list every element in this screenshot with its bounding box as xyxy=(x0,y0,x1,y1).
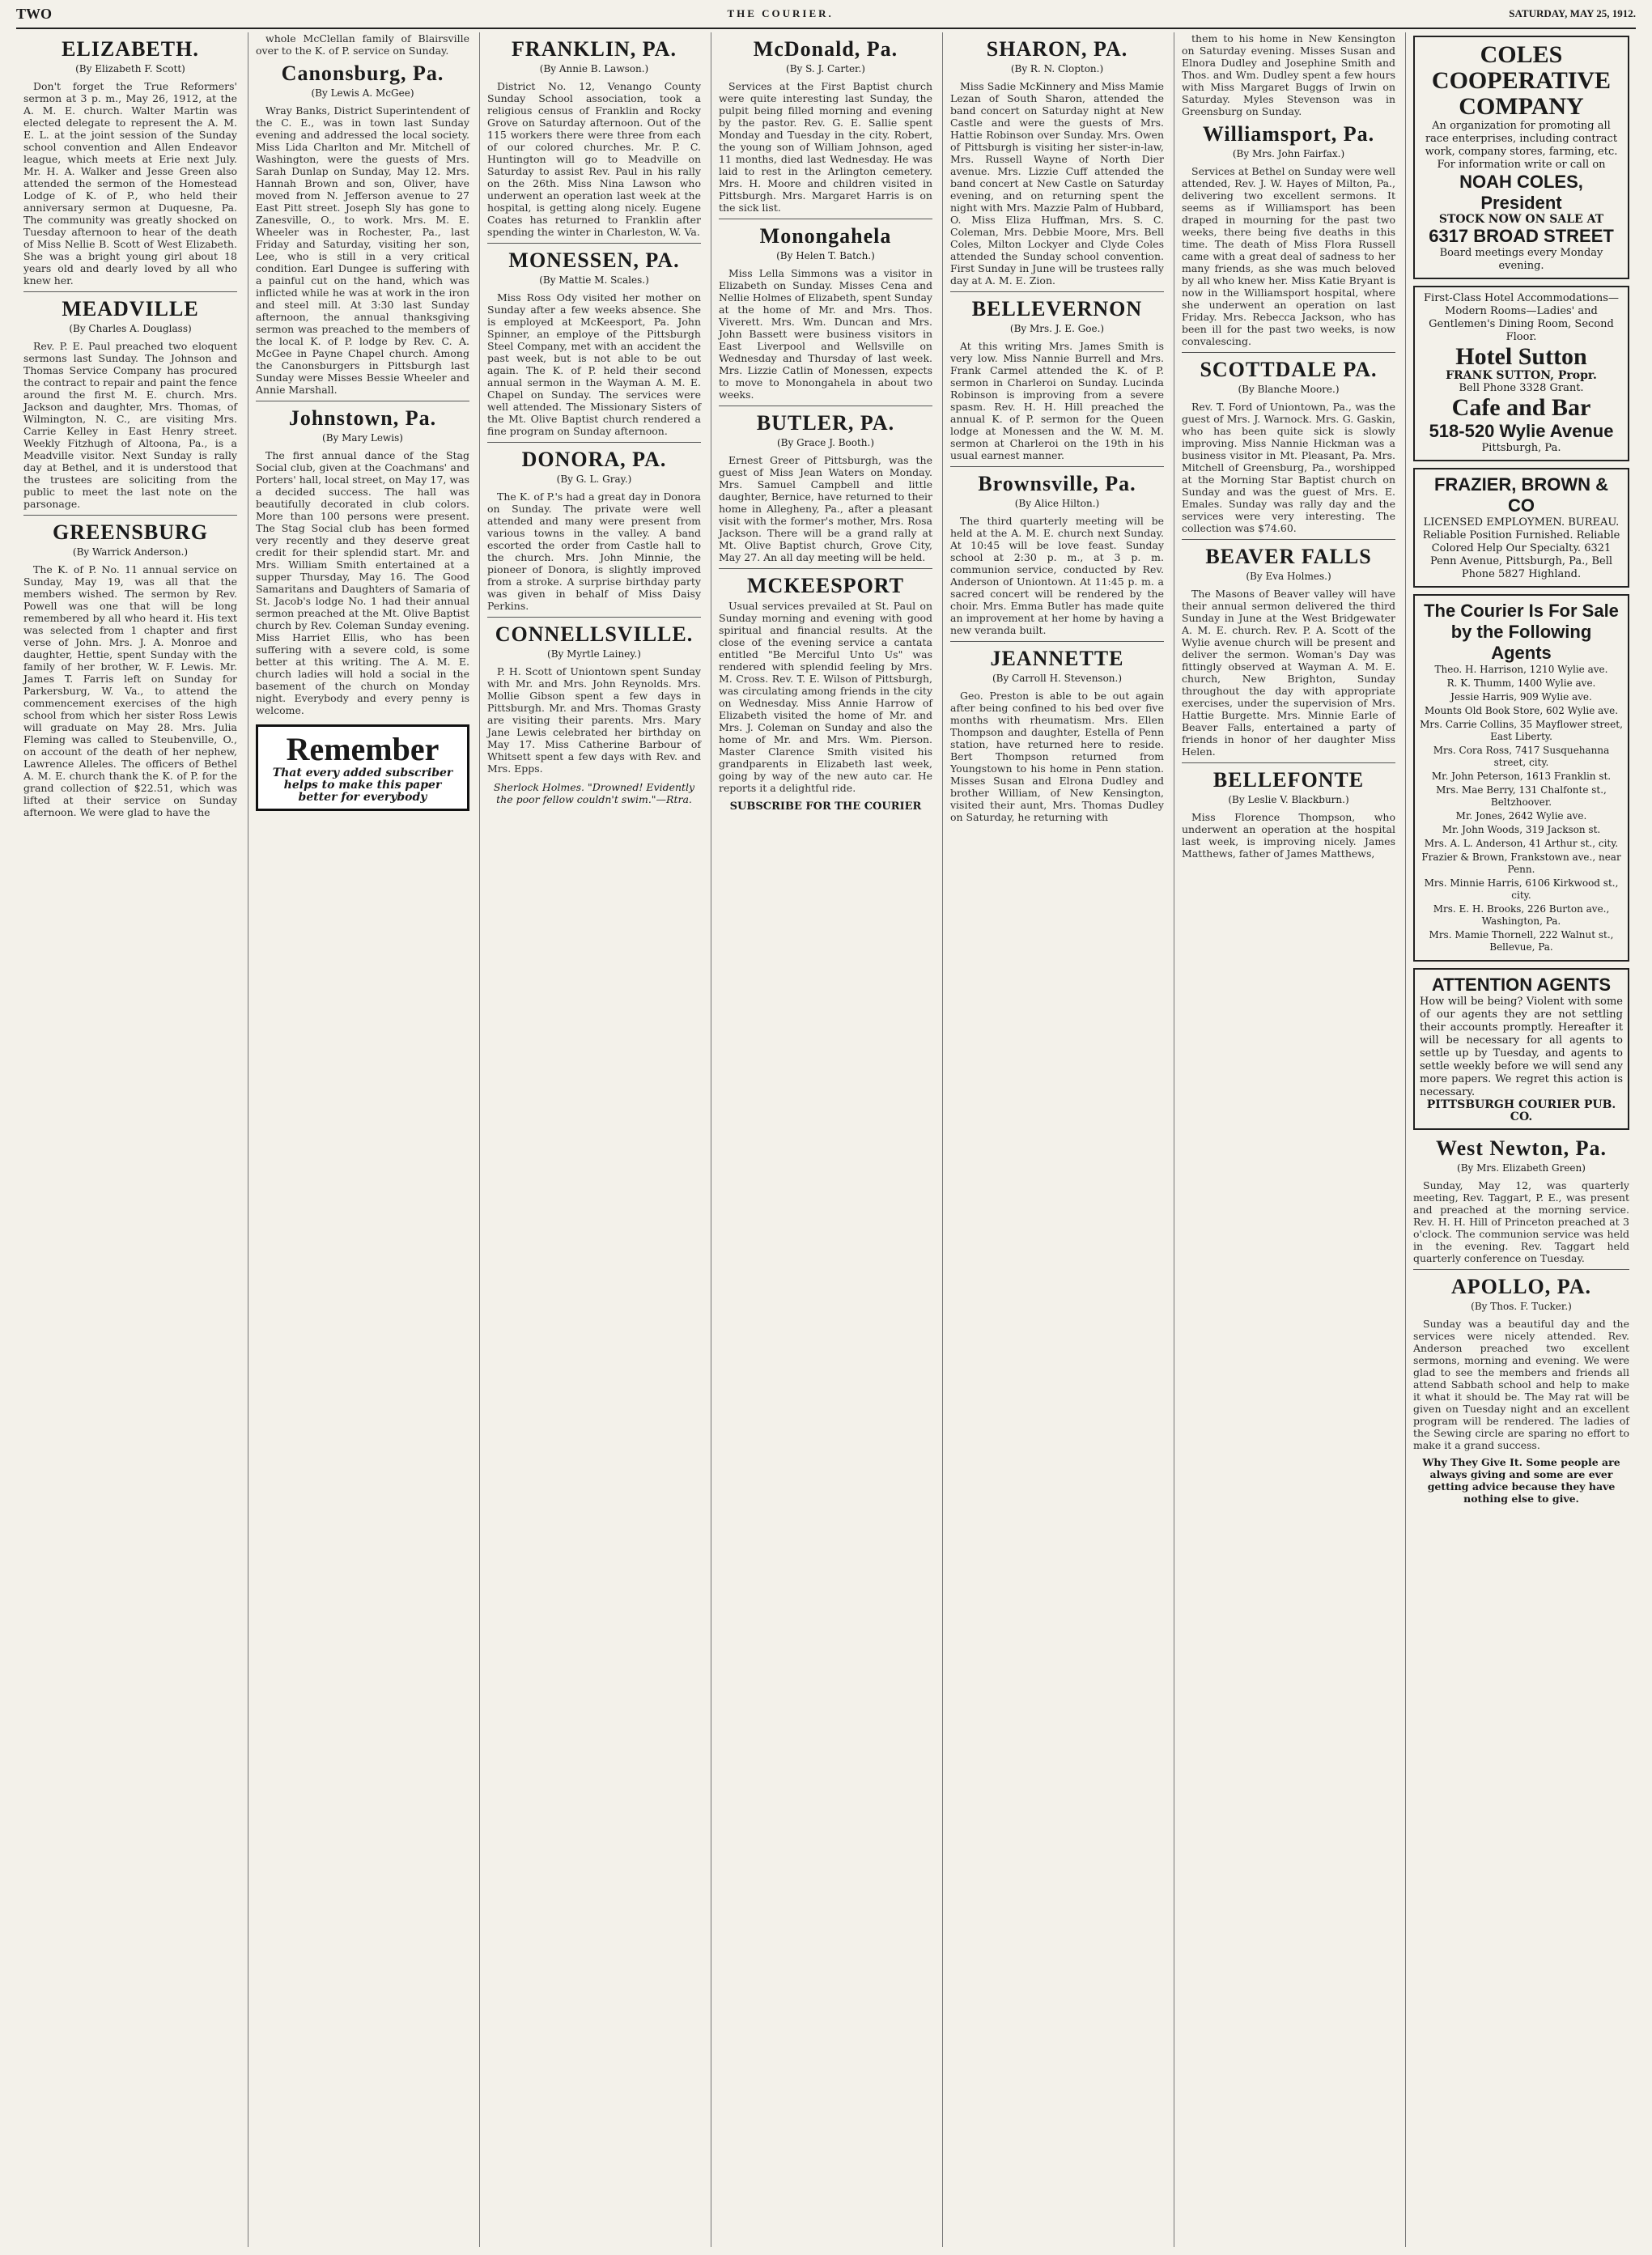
byline: (By Thos. F. Tucker.) xyxy=(1471,1301,1572,1312)
divider xyxy=(487,243,701,244)
column-5 xyxy=(942,32,1171,2247)
column-6 xyxy=(1174,32,1403,2247)
ad-address: 518-520 Wylie Avenue xyxy=(1429,421,1614,441)
byline: (By Blanche Moore.) xyxy=(1238,384,1340,395)
ad-subtitle: Cafe and Bar xyxy=(1451,394,1591,421)
byline: (By Leslie V. Blackburn.) xyxy=(1228,794,1349,805)
agent-item: Mrs. E. H. Brooks, 226 Burton ave., Washington, Pa. xyxy=(1433,903,1610,927)
section-title: BELLEFONTE xyxy=(1212,768,1365,792)
ad-text: How will be being? Violent with some of our agents they are not settling their accounts promptly. Hereafter it will be necessary for all agents to settle up by Tuesday, and agents to settle weekly before we will send any more papers. We regret this action is necessary. xyxy=(1420,996,1623,1098)
byline: (By G. L. Gray.) xyxy=(556,474,632,485)
article-text: Wray Banks, District Superintendent of the C. E., was in town last Sunday evening and addressed the local society. Miss Lida Charlton and Mr. Mitchell of Washington, were the guests of Mrs. Sarah Dunlap on Sunday, May 12. Mrs. Hannah Brown and son, Oliver, have moved from N. Jefferson avenue to 27 East Pitt street. Joseph Sly has gone to Zanesville, O., to work. Mrs. M. E. Wheeler was in Rochester, Pa., last Friday and Saturday, visiting her son, Lee, who is still in a very critical condition. Earl Dungee is suffering with a painful cut on the hand, which was inflicted while he was at work in the iron and steel mill. At 3:30 last Sunday afternoon, the annual thanksgiving sermon was preached to the members of the local K. of P. lodge by Rev. C. A. McGee in Payne Chapel church. Among the Canonsburgers in Pittsburgh last Sunday were Misses Bessie Wheeler and Annie Marshall. xyxy=(256,104,469,396)
article-text: Rev. P. E. Paul preached two eloquent sermons last Sunday. The Johnson and Thomas Service Company has procured the contract to repair and paint the fence around the first M. E. church. Mrs. Jackson and daughter, Mrs. Thomas, of Wilmington, N. C., are visiting Mrs. Carrie Kelley in East Henry street. Weekly Fitzhugh of Altoona, Pa., is a Meadville visitor. Next Sunday is rally day at Bethel, and it is understood that the trustees are soliciting from the public to meet the last note on the parsonage. xyxy=(23,340,237,510)
divider xyxy=(950,641,1164,642)
divider xyxy=(719,568,932,569)
byline: (By Eva Holmes.) xyxy=(1246,571,1331,582)
section-title: Brownsville, Pa. xyxy=(978,472,1136,495)
section-title: BELLEVERNON xyxy=(971,297,1143,321)
section-title: Johnstown, Pa. xyxy=(288,406,437,430)
divider xyxy=(950,291,1164,292)
column-3 xyxy=(479,32,708,2247)
column-2 xyxy=(248,32,477,2247)
agent-item: Jessie Harris, 909 Wylie ave. xyxy=(1450,691,1592,703)
ad-text: LICENSED EMPLOYMEN. BUREAU. Reliable Position Furnished. Reliable Colored Help Our Specialty. 6321 Penn Avenue, Pittsburgh, Pa., Bell Phone 5827 Highland. xyxy=(1422,516,1620,580)
article-text: Usual services prevailed at St. Paul on Sunday morning and evening with good spiritual and financial results. At the close of the evening service a cantata entitled "Be Merciful Unto Us" was rendered with splendid feeling by Mrs. M. Cross. Rev. T. E. Wilson of Pittsburgh, was circulating among friends in the city on Wednesday. Miss Annie Harrow of Elizabeth visited the home of Mr. and Mrs. J. Coleman on Sunday and also the home of Mr. and Mrs. Wm. Pierson. Master Clarence Smith visited his grandparents in Elizabeth last week, going by way of the new auto car. He reports it a delightful ride. xyxy=(719,600,932,794)
byline: (By Mattie M. Scales.) xyxy=(539,274,649,286)
remember-ad xyxy=(256,724,469,811)
hotel-sutton-ad xyxy=(1413,286,1629,461)
article-text: Geo. Preston is able to be out again after being confined to his bed over five months with rheumatism. Mrs. Ellen Thompson and daughter, Estella of Penn station, have returned here to reside. Bert Thompson returned from Youngstown to his home in Penn station. Misses Susan and Elrona Dudley and brother William, of New Kensington, visited their aunt, Mrs. Thomas Dudley on Saturday, he returning with xyxy=(950,690,1164,823)
byline: (By Mrs. John Fairfax.) xyxy=(1232,148,1345,159)
article-text: Ernest Greer of Pittsburgh, was the guest of Miss Jean Waters on Monday. Mrs. Samuel Campbell and little daughter, Bernice, have returned to their home in Allegheny, Pa., after a pleasant visit with the former's mother, Mrs. Rosa Jackson. There will be a grand rally at Mt. Olive Baptist church, Grove City, May 27. An all day meeting will be held. xyxy=(719,454,932,563)
article-text: whole McClellan family of Blairsville over to the K. of P. service on Sunday. xyxy=(256,32,469,57)
attention-agents-ad xyxy=(1413,968,1629,1130)
section-title: McDonald, Pa. xyxy=(753,37,898,61)
masthead xyxy=(16,0,1636,29)
column-1 xyxy=(16,32,244,2247)
agent-item: Theo. H. Harrison, 1210 Wylie ave. xyxy=(1434,664,1608,675)
coles-cooperative-ad xyxy=(1413,36,1629,279)
paper-name: THE COURIER. xyxy=(727,7,834,19)
agent-item: Frazier & Brown, Frankstown ave., near Penn. xyxy=(1421,851,1621,875)
section-title: MONESSEN, PA. xyxy=(508,248,680,272)
byline: (By Mrs. Elizabeth Green) xyxy=(1457,1162,1586,1174)
section-title: JEANNETTE xyxy=(990,647,1124,670)
section-title: MCKEESPORT xyxy=(747,574,904,597)
byline: (By Lewis A. McGee) xyxy=(311,87,414,99)
agent-item: Mr. John Peterson, 1613 Franklin st. xyxy=(1431,771,1612,782)
article-text: The K. of P.'s had a great day in Donora on Sunday. The private were well attended and many were present from various towns in the valley. A band escorted the order from Castle hall to the church. Mrs. John Minnie, the pioneer of Donora, is slightly improved from a stroke. A surprise birthday party was given in behalf of Miss Daisy Perkins. xyxy=(487,490,701,612)
ad-title: FRAZIER, BROWN & CO xyxy=(1433,474,1609,516)
ad-phone: Bell Phone 3328 Grant. xyxy=(1459,382,1584,394)
section-title: DONORA, PA. xyxy=(521,448,667,471)
divider xyxy=(950,466,1164,467)
byline: (By Myrtle Lainey.) xyxy=(547,648,641,660)
columns xyxy=(16,32,1636,2247)
section-title: BUTLER, PA. xyxy=(756,411,895,435)
byline: (By Elizabeth F. Scott) xyxy=(75,63,185,74)
agent-item: Mr. John Woods, 319 Jackson st. xyxy=(1442,824,1601,835)
filler-joke: Sherlock Holmes. "Drowned! Evidently the poor fellow couldn't swim."—Rtra. xyxy=(493,781,695,805)
divider xyxy=(487,617,701,618)
byline: (By S. J. Carter.) xyxy=(786,63,865,74)
divider xyxy=(1182,539,1395,540)
byline: (By Warrick Anderson.) xyxy=(72,546,189,558)
article-text: them to his home in New Kensington on Saturday evening. Misses Susan and Elnora Dudley and Josephine Smith and Thos. and Wm. Dudley spent a few hours with Miss Margaret Buggs of Irwin on Saturday. Myles Stevenson was in Greensburg on Sunday. xyxy=(1182,32,1395,117)
ad-signature: PITTSBURGH COURIER PUB. CO. xyxy=(1426,1098,1616,1123)
section-title: BEAVER FALLS xyxy=(1205,545,1372,568)
filler-quote: Why They Give It. Some people are always giving and some are ever getting advice because they have nothing else to give. xyxy=(1422,1456,1620,1505)
section-title: Canonsburg, Pa. xyxy=(281,62,444,85)
ad-meetings: Board meetings every Monday evening. xyxy=(1439,247,1603,272)
byline: (By Annie B. Lawson.) xyxy=(539,63,649,74)
article-text: Miss Sadie McKinnery and Miss Mamie Lezan of South Sharon, attended the band concert on Saturday night at New Castle and were the guests of Mrs. Hattie Robinson over Sunday. Mrs. Owen of Pittsburgh is visiting her sister-in-law, Mrs. Russell Wayne of North Dier avenue. Mrs. Lizzie Cuff attended the band concert at New Castle on Saturday evening, and on returning spent the night with Mrs. Mazzie Palm of Hubbard, O. Miss Eliza Huffman, Mrs. S. C. Coleman, Mrs. Debbie Moore, Mrs. Bell Coles, Milton Lockyer and Clyde Coles attended the Sunday school convention. First Sunday in June will be trustees rally day at A. M. E. Zion. xyxy=(950,80,1164,287)
byline: (By Grace J. Booth.) xyxy=(776,437,875,448)
article-text: The third quarterly meeting will be held at the A. M. E. church next Sunday. At 10:45 will be love feast. Sunday school at 2:30 p. m., at 3 p. m. communion service, conducted by Rev. Anderson of Uniontown. At 11:45 p. m. a sacred concert will be rendered by the choir. Mrs. Emma Butler has made quite an improvement at her home by having a new veranda built. xyxy=(950,515,1164,636)
article-text: District No. 12, Venango County Sunday School association, took a religious census of Franklin and Rocky Grove on Saturday afternoon. Out of the 115 workers there were three from each of our colored churches. Mr. P. C. Huntington will go to Meadville on Saturday to assist Rev. Paul in his rally on the 26th. Miss Nina Lawson who underwent an operation last week at the hospital, is getting along nicely. Eugene Coates has returned to Franklin after spending the winter in Charleston, W. Va. xyxy=(487,80,701,238)
article-text: Miss Lella Simmons was a visitor in Elizabeth on Sunday. Misses Cena and Nellie Holmes of Elizabeth, spent Sunday at the home of Mr. and Mrs. Thos. Viverett. Mrs. Wm. Duncan and Mrs. John Bassett were business visitors in East Liverpool and Wellsville on Wednesday and Thursday of last week. Mrs. Lizzie Catlin of Monessen, expects to move to Monongahela in about two weeks. xyxy=(719,267,932,401)
page-number: TWO xyxy=(16,5,53,22)
article-text: The Masons of Beaver valley will have their annual sermon delivered the third Sunday in June at the West Bridgewater A. M. E. church. Rev. P. A. Scott of the Wylie avenue church will be present and deliver the sermon. Woman's Day was fittingly observed at Wayman A. M. E. church, New Brighton, Sunday throughout the day with appropriate exercises, under the supervision of Mrs. Hattie Burgette. Mrs. Minnie Earle of Beaver Falls, entertained a party of friends in honor of her daughter Miss Helen. xyxy=(1182,588,1395,758)
article-text: Miss Florence Thompson, who underwent an operation at the hospital last week, is improving nicely. James Matthews, father of James Matthews, xyxy=(1182,811,1395,860)
article-text: The first annual dance of the Stag Social club, given at the Coachmans' and Porters' hall, local street, on May 17, was a decided success. The hall was beautifully decorated in club colors. More than 100 persons were present. The Stag Social club has been formed very recently and they deserve great credit for their splendid start. Mr. and Mrs. William Smith entertained at a supper Thursday, May 16. The Good Samaritans and Daughters of Samaria of St. Jacob's lodge No. 1 had their annual sermon preached at the Mt. Olive Baptist church by Rev. Coleman Sunday evening. Miss Harriet Ellis, who has been suffering with a severe cold, is some better at this writing. The A. M. E. church ladies will hold a social in the basement of the church on Monday night. Everybody and every penny is welcome. xyxy=(256,449,469,716)
agent-item: Mr. Jones, 2642 Wylie ave. xyxy=(1455,810,1587,822)
agent-item: Mrs. Mamie Thornell, 222 Walnut st., Bellevue, Pa. xyxy=(1429,929,1614,953)
section-title: ELIZABETH. xyxy=(62,37,199,61)
section-title: SHARON, PA. xyxy=(986,37,1128,61)
article-text: Sunday was a beautiful day and the services were nicely attended. Rev. Anderson preached two excellent sermons, morning and evening. We were glad to see the members and friends all attend Sabbath school and help to make it what it should be. The May rat will be given on Tuesday night and an excellent program will be rendered. The ladies of the Sewing circle are sparing no effort to make it a grand success. xyxy=(1413,1318,1629,1451)
section-title: MEADVILLE xyxy=(62,297,199,321)
byline: (By Charles A. Douglass) xyxy=(69,323,192,334)
article-text: Services at the First Baptist church were quite interesting last Sunday, the pulpit being filled morning and evening by the pastor. Rev. G. E. Sallie spent Monday and Tuesday in the city. Robert, the young son of William Johnson, aged 11 months, died last Wednesday. He was laid to rest in the Arlington cemetery. Mrs. H. Moore and children visited in Pittsburgh. Mrs. Margaret Harris is on the sick list. xyxy=(719,80,932,214)
agent-item: Mrs. Carrie Collins, 35 Mayflower street, East Liberty. xyxy=(1420,719,1623,742)
divider xyxy=(23,291,237,292)
ad-city: Pittsburgh, Pa. xyxy=(1481,442,1561,454)
article-text: The K. of P. No. 11 annual service on Sunday, May 19, was all that the members wished. The sermon by Rev. Powell was one that will be long remembered by all who heard it. His text was selected from 1 chapter and first verse of John. Mrs. J. A. Monroe and daughter, Hettie, spent Sunday with the family of her brother, W. F. Lewis. Mr. James T. Farris left on Sunday for Parkersburg, W. Va., to attend the commencement exercises of the high school from which her sister Ross Lewis will graduate on May 28. Mrs. Julia Fleming was called to Steubenville, O., on account of the death of her nephew, Lawrence Alleles. The officers of Bethel A. M. E. church thank the K. of P. for the grand collection of $22.51, which was lifted at their service on Sunday afternoon. We were glad to have the xyxy=(23,563,237,818)
section-title: Williamsport, Pa. xyxy=(1202,122,1375,146)
divider xyxy=(487,442,701,443)
section-title: Monongahela xyxy=(759,224,892,248)
byline: (By Mary Lewis) xyxy=(322,432,403,444)
byline: (By Mrs. J. E. Goe.) xyxy=(1009,323,1105,334)
article-text: Miss Ross Ody visited her mother on Sunday after a few weeks absence. She is employed at McKeesport, Pa. John Spinner, an employe of the Pittsburgh Steel Company, met with an accident the past week, but is not able to be out again. The K. of P. held their second annual sermon in the Wayman A. M. E. Chapel on Sunday. The services were well attended. The Missionary Sisters of the Mt. Olive Baptist church rendered a fine program on Sunday afternoon. xyxy=(487,291,701,437)
byline: (By R. N. Clopton.) xyxy=(1010,63,1104,74)
divider xyxy=(1182,352,1395,353)
agent-item: Mrs. A. L. Anderson, 41 Arthur st., city. xyxy=(1424,838,1619,849)
agents-title: The Courier Is For Sale by the Following Agents xyxy=(1424,601,1619,663)
ad-text: An organization for promoting all race enterprises, including contract work, company stores, farming, etc. For information write or call on xyxy=(1425,120,1618,171)
subscribe-notice: SUBSCRIBE FOR THE COURIER xyxy=(729,801,922,813)
article-text: Rev. T. Ford of Uniontown, Pa., was the guest of Mrs. J. Warnock. Mrs. G. Gaskin, who has been quite sick is slowly improving. Miss Nannie Hickman was a business visitor in Mt. Pleasant, Pa. Mrs. Mitchell of Greensburg, Pa., worshipped at the Morning Star Baptist church on Sunday and was the guest of Mrs. E. Emales. Sunday was rally day and the services were very interesting. The collection was $74.60. xyxy=(1182,401,1395,534)
divider xyxy=(1182,762,1395,763)
section-title: SCOTTDALE PA. xyxy=(1200,358,1378,381)
column-7 xyxy=(1405,32,1637,2247)
ad-text: First-Class Hotel Accommodations—Modern Rooms—Ladies' and Gentlemen's Dining Room, Second Floor. xyxy=(1424,292,1619,343)
article-text: Sunday, May 12, was quarterly meeting, Rev. Taggart, P. E., was present and preached at the morning service. Rev. H. H. Hill of Princeton preached at 3 o'clock. The communion service was held in the evening. Rev. Taggart held quarterly conference on Tuesday. xyxy=(1413,1179,1629,1264)
divider xyxy=(23,515,237,516)
ad-address: 6317 BROAD STREET xyxy=(1429,226,1614,246)
agent-item: Mrs. Mae Berry, 131 Chalfonte st., Beltzhoover. xyxy=(1436,784,1607,808)
agent-item: Mounts Old Book Store, 602 Wylie ave. xyxy=(1424,705,1619,716)
agent-item: R. K. Thumm, 1400 Wylie ave. xyxy=(1446,677,1596,689)
column-4 xyxy=(711,32,940,2247)
ad-owner: FRANK SUTTON, Propr. xyxy=(1446,369,1597,382)
section-title: FRANKLIN, PA. xyxy=(512,37,677,61)
byline: (By Helen T. Batch.) xyxy=(776,250,875,261)
article-text: Don't forget the True Reformers' sermon at 3 p. m., May 26, 1912, at the A. M. E. church. Walter Martin was elected delegate to represent the A. M. E. L. at the joint session of the Sunday school convention and Allen Endeavor league, which meets at Erie next July. Mr. H. A. Walker and Jesse Green also attended the sermon of the Homestead Lodge of K. of P., who held their anniversary sermon at Duquesne, Pa. The community was greatly shocked on Tuesday afternoon to hear of the death of Miss Nellie B. Scott of West Elizabeth. She was a bright young girl about 18 years old and dearly loved by all who knew her. xyxy=(23,80,237,287)
section-title: West Newton, Pa. xyxy=(1436,1136,1607,1160)
agent-item: Mrs. Cora Ross, 7417 Susquehanna street, city. xyxy=(1433,745,1610,768)
article-text: Services at Bethel on Sunday were well attended, Rev. J. W. Hayes of Milton, Pa., delivering two excellent sermons. It seems as if Williamsport has been draped in mourning for the past two weeks, there being five deaths in this time. The death of Miss Flora Russell came with a great deal of sadness to her many friends, as she was much beloved by all who knew her. Miss Katie Bryant is now in the Williamsport hospital, where she underwent an operation on last Friday. Mrs. Rebecca Jackson, who has been ill for the past two weeks, is now convalescing. xyxy=(1182,165,1395,347)
ad-name: NOAH COLES, President xyxy=(1459,172,1583,213)
section-title: APOLLO, PA. xyxy=(1450,1275,1592,1298)
ad-title: COLES COOPERATIVE COMPANY xyxy=(1431,41,1612,120)
article-text: P. H. Scott of Uniontown spent Sunday with Mr. and Mrs. John Reynolds. Mrs. Mollie Gibson spent a few days in Pittsburgh. Mr. and Mrs. Thomas Grasty are visiting their parents. Mrs. Mary Jane Lewis celebrated her birthday on May 17. Miss Catherine Barbour of Whitsett spent a few days with Rev. and Mrs. Epps. xyxy=(487,665,701,775)
ad-stock: STOCK NOW ON SALE AT xyxy=(1438,213,1604,226)
section-title: CONNELLSVILLE. xyxy=(495,622,694,646)
ad-title: Hotel Sutton xyxy=(1455,343,1587,370)
divider xyxy=(1413,1269,1629,1270)
remember-text: That every added subscriber helps to make this paper better for everybody xyxy=(272,767,453,804)
article-text: At this writing Mrs. James Smith is very low. Miss Nannie Burrell and Mrs. Frank Carmel attended the K. of P. sermon in Charleroi on Sunday. Lucinda Robinson is improving from a severe spasm. Rev. H. H. Hill preached the annual K. of P. sermon for the Queen lodge at Monessen and the W. M. M. sermon at Charleroi on the 19th in his usual earnest manner. xyxy=(950,340,1164,461)
agent-item: Mrs. Minnie Harris, 6106 Kirkwood st., city. xyxy=(1424,877,1619,901)
remember-heading: Remember xyxy=(286,731,440,767)
frazier-brown-ad xyxy=(1413,468,1629,588)
byline: (By Carroll H. Stevenson.) xyxy=(992,673,1123,684)
ad-title: ATTENTION AGENTS xyxy=(1431,975,1612,995)
byline: (By Alice Hilton.) xyxy=(1014,498,1100,509)
section-title: GREENSBURG xyxy=(52,520,209,544)
issue-date: SATURDAY, MAY 25, 1912. xyxy=(1509,7,1636,19)
agents-list xyxy=(1413,594,1629,962)
